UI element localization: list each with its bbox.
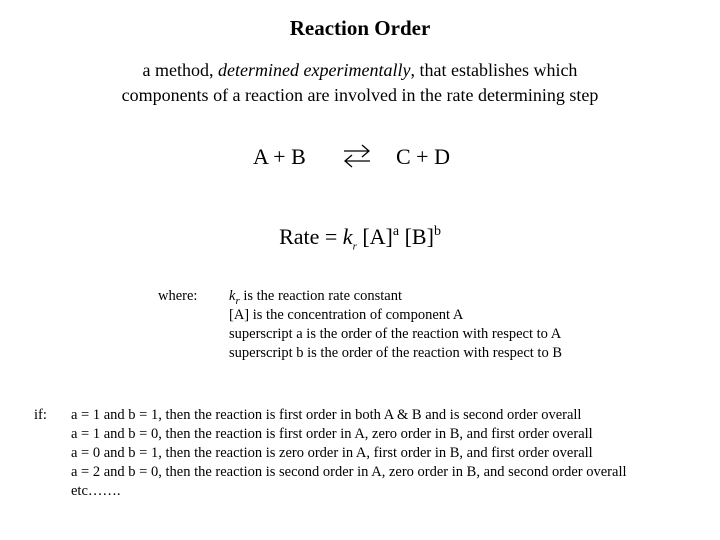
rate-constant-subscript: r: [352, 240, 357, 253]
exponent-a: a: [392, 223, 400, 239]
case-item: etc…….: [71, 483, 121, 499]
case-item: a = 2 and b = 0, then the reaction is second order in A, zero order in B, and second order overall: [71, 464, 627, 480]
conc-b: [B]: [399, 224, 434, 249]
definition-line-1: [0, 60, 720, 81]
rate-constant-symbol: k: [342, 224, 353, 249]
if-label: if:: [34, 407, 47, 423]
rate-lhs: Rate =: [279, 224, 343, 249]
definition-superscript-b: superscript b is the order of the reaction with respect to B: [229, 345, 562, 361]
products: C + D: [396, 144, 450, 169]
definition-superscript-a: superscript a is the order of the reaction with respect to A: [229, 326, 562, 342]
case-item: a = 1 and b = 0, then the reaction is first order in A, zero order in B, and first order overall: [71, 426, 593, 442]
reactants: A + B: [253, 144, 306, 169]
definition-line-2: components of a reaction are involved in the rate determining step: [121, 85, 599, 105]
definition-suffix: , that establishes which: [410, 60, 578, 80]
conc-a: [A]: [356, 224, 393, 249]
equilibrium-arrows-icon: [342, 140, 372, 170]
case-item: a = 0 and b = 1, then the reaction is zero order in A, first order in B, and first order overall: [71, 445, 593, 461]
definition-concentration: [A] is the concentration of component A: [229, 307, 464, 323]
definition-emphasis: determined experimentally: [218, 60, 411, 80]
rate-law: [0, 223, 720, 253]
definition-prefix: a method,: [142, 60, 219, 80]
definition-rate-constant: [229, 288, 402, 305]
case-item: a = 1 and b = 1, then the reaction is first order in both A & B and is second order overall: [71, 407, 582, 423]
where-label: where:: [158, 288, 198, 304]
rate-constant-symbol-small: k: [229, 288, 236, 304]
exponent-b: b: [433, 223, 441, 239]
rate-constant-text: is the reaction rate constant: [239, 288, 402, 304]
page-title: Reaction Order: [289, 16, 431, 40]
rate-constant-subscript-small: r: [235, 294, 240, 307]
